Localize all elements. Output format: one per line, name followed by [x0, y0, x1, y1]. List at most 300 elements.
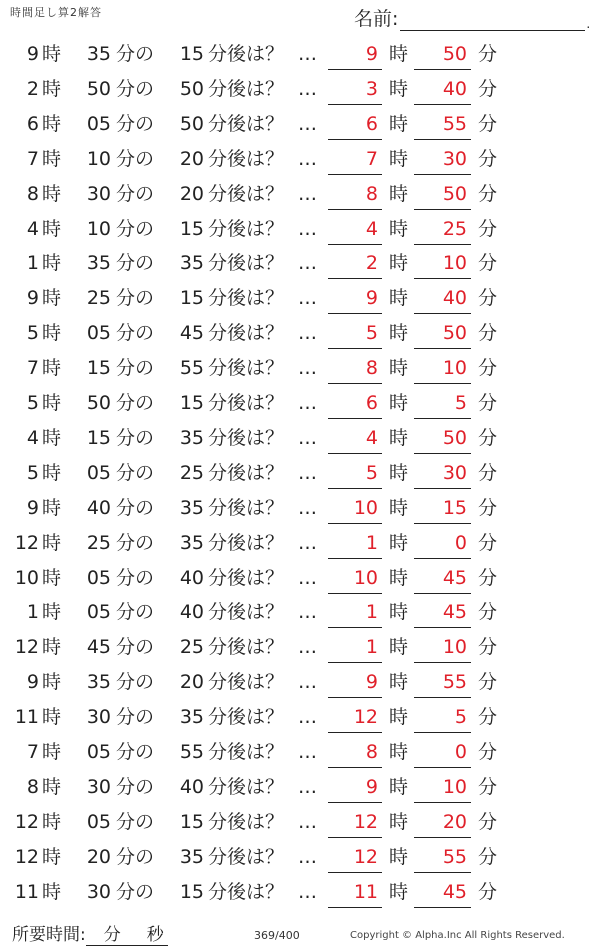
minute-unit: 分: [103, 925, 121, 945]
start-hour: 1: [26, 252, 39, 275]
start-minute: 20: [86, 845, 111, 868]
hour-label: 時: [389, 636, 409, 659]
start-minute: 05: [86, 601, 111, 624]
minutes-later-question: 分後は？: [208, 601, 285, 624]
ellipsis: …: [298, 112, 317, 135]
hour-label: 時: [389, 845, 409, 868]
answer-minute: 10: [414, 351, 471, 384]
start-hour: 12: [14, 810, 39, 833]
problem-row: [0, 72, 600, 107]
ellipsis: …: [298, 392, 317, 414]
minutes-later-question: 分後は？: [208, 706, 285, 729]
added-minutes: 35: [179, 252, 204, 275]
answer-hour: 9: [328, 665, 382, 698]
answer-minute: 45: [414, 875, 471, 908]
answer-hour: 7: [328, 142, 382, 175]
minute-label: 分: [478, 461, 498, 484]
answer-hour: 3: [328, 72, 382, 105]
hour-label: 時: [42, 531, 62, 554]
start-minute: 15: [86, 426, 111, 449]
answer-hour: 12: [328, 840, 382, 873]
hour-label: 時: [389, 775, 409, 798]
answer-minute: 50: [414, 316, 471, 349]
start-minute: 10: [86, 217, 111, 240]
start-minute: 05: [86, 810, 111, 833]
minute-of-label: 分の: [116, 775, 155, 798]
added-minutes: 35: [179, 496, 204, 519]
start-minute: 30: [86, 775, 111, 798]
ellipsis: …: [298, 77, 317, 100]
ellipsis: …: [298, 636, 317, 659]
ellipsis: …: [298, 426, 317, 449]
answer-minute: 15: [414, 491, 471, 524]
added-minutes: 35: [179, 845, 204, 868]
answer-minute: 10: [414, 770, 471, 803]
start-minute: 30: [86, 880, 111, 903]
start-hour: 7: [26, 741, 39, 763]
ellipsis: …: [298, 775, 317, 798]
start-minute: 10: [86, 147, 111, 170]
answer-minute: 50: [414, 421, 471, 454]
start-hour: 1: [26, 601, 39, 624]
minutes-later-question: 分後は？: [208, 287, 285, 310]
answer-minute: 10: [414, 246, 471, 279]
minute-of-label: 分の: [116, 810, 155, 833]
ellipsis: …: [298, 531, 317, 554]
problem-row: [0, 316, 600, 351]
answer-hour: 5: [328, 316, 382, 349]
problem-row: [0, 246, 600, 281]
minute-of-label: 分の: [116, 217, 155, 240]
answer-minute: 30: [414, 456, 471, 489]
answer-minute: 40: [414, 281, 471, 314]
problem-row: [0, 770, 600, 805]
answer-hour: 9: [328, 770, 382, 803]
hour-label: 時: [42, 601, 62, 624]
ellipsis: …: [298, 601, 317, 624]
hour-label: 時: [42, 392, 62, 414]
start-hour: 7: [26, 147, 39, 170]
hour-label: 時: [42, 287, 62, 310]
name-field: [354, 4, 590, 31]
elapsed-time-label: 所要時間:: [12, 925, 86, 945]
answer-minute: 5: [414, 386, 471, 419]
problem-row: [0, 875, 600, 910]
minute-label: 分: [478, 741, 498, 763]
hour-label: 時: [42, 426, 62, 449]
minutes-later-question: 分後は？: [208, 775, 285, 798]
answer-hour: 10: [328, 561, 382, 594]
hour-label: 時: [389, 461, 409, 484]
hour-label: 時: [389, 601, 409, 624]
added-minutes: 20: [179, 671, 204, 694]
answer-hour: 4: [328, 212, 382, 245]
hour-label: 時: [42, 671, 62, 694]
ellipsis: …: [298, 252, 317, 275]
ellipsis: …: [298, 566, 317, 589]
added-minutes: 35: [179, 426, 204, 449]
minute-of-label: 分の: [116, 322, 155, 345]
added-minutes: 20: [179, 182, 204, 205]
minutes-later-question: 分後は？: [208, 77, 285, 100]
minute-of-label: 分の: [116, 496, 155, 519]
hour-label: 時: [42, 496, 62, 519]
minutes-later-question: 分後は？: [208, 810, 285, 833]
minutes-later-question: 分後は？: [208, 147, 285, 170]
hour-label: 時: [389, 112, 409, 135]
minute-label: 分: [478, 496, 498, 519]
start-minute: 30: [86, 182, 111, 205]
minute-label: 分: [478, 77, 498, 100]
hour-label: 時: [389, 357, 409, 380]
start-hour: 9: [26, 43, 39, 65]
added-minutes: 15: [179, 810, 204, 833]
name-end-dot: .: [586, 17, 591, 31]
start-minute: 05: [86, 741, 111, 763]
minute-label: 分: [478, 531, 498, 554]
minute-of-label: 分の: [116, 147, 155, 170]
minute-label: 分: [478, 357, 498, 380]
ellipsis: …: [298, 845, 317, 868]
hour-label: 時: [42, 775, 62, 798]
hour-label: 時: [42, 706, 62, 729]
minutes-later-question: 分後は？: [208, 392, 285, 414]
start-hour: 5: [26, 461, 39, 484]
added-minutes: 25: [179, 636, 204, 659]
minute-of-label: 分の: [116, 112, 155, 135]
start-hour: 12: [14, 636, 39, 659]
minute-label: 分: [478, 601, 498, 624]
hour-label: 時: [389, 496, 409, 519]
problem-row: [0, 37, 600, 72]
answer-hour: 8: [328, 351, 382, 384]
ellipsis: …: [298, 217, 317, 240]
hour-label: 時: [389, 43, 409, 65]
hour-label: 時: [42, 217, 62, 240]
minute-of-label: 分の: [116, 636, 155, 659]
hour-label: 時: [389, 252, 409, 275]
problem-row: [0, 840, 600, 875]
ellipsis: …: [298, 43, 317, 65]
start-hour: 9: [26, 287, 39, 310]
minutes-later-question: 分後は？: [208, 461, 285, 484]
start-minute: 35: [86, 43, 111, 65]
ellipsis: …: [298, 741, 317, 763]
hour-label: 時: [389, 880, 409, 903]
added-minutes: 50: [179, 77, 204, 100]
answer-hour: 8: [328, 735, 382, 768]
start-hour: 12: [14, 531, 39, 554]
hour-label: 時: [42, 77, 62, 100]
start-hour: 2: [26, 77, 39, 100]
minutes-later-question: 分後は？: [208, 741, 285, 763]
name-blank-line: [400, 10, 585, 31]
added-minutes: 35: [179, 531, 204, 554]
added-minutes: 45: [179, 322, 204, 345]
answer-minute: 0: [414, 735, 471, 768]
answer-minute: 55: [414, 665, 471, 698]
minute-of-label: 分の: [116, 601, 155, 624]
problem-row: [0, 107, 600, 142]
minute-of-label: 分の: [116, 706, 155, 729]
start-minute: 35: [86, 671, 111, 694]
answer-hour: 1: [328, 595, 382, 628]
minute-of-label: 分の: [116, 392, 155, 414]
hour-label: 時: [42, 566, 62, 589]
problem-row: [0, 281, 600, 316]
elapsed-time: [12, 920, 168, 946]
minutes-later-question: 分後は？: [208, 252, 285, 275]
problem-row: [0, 177, 600, 212]
added-minutes: 15: [179, 43, 204, 65]
start-hour: 4: [26, 426, 39, 449]
hour-label: 時: [42, 252, 62, 275]
hour-label: 時: [389, 741, 409, 763]
start-hour: 8: [26, 182, 39, 205]
minute-label: 分: [478, 636, 498, 659]
problem-row: [0, 456, 600, 491]
problem-row: [0, 805, 600, 840]
start-minute: 45: [86, 636, 111, 659]
hour-label: 時: [42, 322, 62, 345]
start-hour: 8: [26, 775, 39, 798]
added-minutes: 40: [179, 775, 204, 798]
added-minutes: 20: [179, 147, 204, 170]
name-label: 名前:: [354, 8, 399, 30]
answer-hour: 9: [328, 281, 382, 314]
answer-hour: 4: [328, 421, 382, 454]
start-hour: 5: [26, 322, 39, 345]
start-minute: 05: [86, 461, 111, 484]
hour-label: 時: [389, 322, 409, 345]
start-hour: 10: [14, 566, 39, 589]
problem-row: [0, 630, 600, 665]
problem-row: [0, 212, 600, 247]
start-hour: 4: [26, 217, 39, 240]
minute-label: 分: [478, 252, 498, 275]
second-unit: 秒: [146, 925, 164, 945]
added-minutes: 35: [179, 706, 204, 729]
minute-label: 分: [478, 775, 498, 798]
start-minute: 30: [86, 706, 111, 729]
hour-label: 時: [389, 392, 409, 414]
ellipsis: …: [298, 182, 317, 205]
hour-label: 時: [42, 357, 62, 380]
minute-of-label: 分の: [116, 531, 155, 554]
minutes-later-question: 分後は？: [208, 671, 285, 694]
answer-hour: 2: [328, 246, 382, 279]
hour-label: 時: [42, 182, 62, 205]
added-minutes: 55: [179, 741, 204, 763]
minute-label: 分: [478, 112, 498, 135]
problem-row: [0, 595, 600, 630]
minutes-later-question: 分後は？: [208, 880, 285, 903]
answer-hour: 6: [328, 107, 382, 140]
page-count: 369/400: [254, 929, 300, 942]
problem-row: [0, 142, 600, 177]
ellipsis: …: [298, 287, 317, 310]
minute-label: 分: [478, 217, 498, 240]
start-minute: 05: [86, 566, 111, 589]
ellipsis: …: [298, 496, 317, 519]
start-minute: 40: [86, 496, 111, 519]
minute-label: 分: [478, 880, 498, 903]
minute-label: 分: [478, 845, 498, 868]
minutes-later-question: 分後は？: [208, 182, 285, 205]
problem-row: [0, 735, 600, 770]
start-hour: 6: [26, 112, 39, 135]
minute-label: 分: [478, 322, 498, 345]
answer-minute: 55: [414, 107, 471, 140]
start-hour: 7: [26, 357, 39, 380]
hour-label: 時: [389, 671, 409, 694]
answer-hour: 6: [328, 386, 382, 419]
answer-minute: 0: [414, 526, 471, 559]
minutes-later-question: 分後は？: [208, 496, 285, 519]
minute-label: 分: [478, 43, 498, 65]
start-minute: 50: [86, 77, 111, 100]
start-hour: 9: [26, 671, 39, 694]
added-minutes: 15: [179, 287, 204, 310]
problem-row: [0, 386, 600, 421]
answer-hour: 10: [328, 491, 382, 524]
copyright-notice: Copyright © Alpha.Inc All Rights Reserved.: [350, 930, 565, 941]
problem-row: [0, 351, 600, 386]
start-hour: 11: [14, 706, 39, 729]
hour-label: 時: [389, 77, 409, 100]
minutes-later-question: 分後は？: [208, 217, 285, 240]
ellipsis: …: [298, 810, 317, 833]
added-minutes: 55: [179, 357, 204, 380]
minute-label: 分: [478, 182, 498, 205]
minutes-later-question: 分後は？: [208, 531, 285, 554]
answer-minute: 45: [414, 595, 471, 628]
hour-label: 時: [389, 426, 409, 449]
minute-label: 分: [478, 566, 498, 589]
answer-minute: 10: [414, 630, 471, 663]
answer-minute: 25: [414, 212, 471, 245]
ellipsis: …: [298, 706, 317, 729]
start-hour: 9: [26, 496, 39, 519]
added-minutes: 15: [179, 880, 204, 903]
answer-hour: 11: [328, 875, 382, 908]
answer-minute: 55: [414, 840, 471, 873]
added-minutes: 25: [179, 461, 204, 484]
answer-hour: 1: [328, 526, 382, 559]
minutes-later-question: 分後は？: [208, 426, 285, 449]
minute-of-label: 分の: [116, 880, 155, 903]
answer-minute: 20: [414, 805, 471, 838]
answer-minute: 30: [414, 142, 471, 175]
worksheet-title: 時間足し算2解答: [10, 6, 102, 19]
problem-row: [0, 700, 600, 735]
minute-of-label: 分の: [116, 43, 155, 65]
ellipsis: …: [298, 147, 317, 170]
ellipsis: …: [298, 357, 317, 380]
minutes-later-question: 分後は？: [208, 357, 285, 380]
problem-row: [0, 665, 600, 700]
answer-hour: 1: [328, 630, 382, 663]
start-minute: 50: [86, 392, 111, 414]
start-hour: 12: [14, 845, 39, 868]
minute-label: 分: [478, 706, 498, 729]
hour-label: 時: [389, 706, 409, 729]
hour-label: 時: [389, 810, 409, 833]
hour-label: 時: [42, 461, 62, 484]
start-minute: 05: [86, 112, 111, 135]
hour-label: 時: [389, 287, 409, 310]
minute-label: 分: [478, 147, 498, 170]
answer-hour: 8: [328, 177, 382, 210]
added-minutes: 50: [179, 112, 204, 135]
minute-of-label: 分の: [116, 741, 155, 763]
ellipsis: …: [298, 461, 317, 484]
start-minute: 25: [86, 531, 111, 554]
minute-of-label: 分の: [116, 845, 155, 868]
hour-label: 時: [389, 217, 409, 240]
answer-minute: 50: [414, 177, 471, 210]
answer-hour: 5: [328, 456, 382, 489]
minute-of-label: 分の: [116, 426, 155, 449]
answer-hour: 12: [328, 700, 382, 733]
minutes-later-question: 分後は？: [208, 322, 285, 345]
minute-of-label: 分の: [116, 287, 155, 310]
hour-label: 時: [389, 182, 409, 205]
added-minutes: 40: [179, 601, 204, 624]
minute-label: 分: [478, 671, 498, 694]
start-hour: 11: [14, 880, 39, 903]
minutes-later-question: 分後は？: [208, 636, 285, 659]
hour-label: 時: [389, 531, 409, 554]
minute-of-label: 分の: [116, 77, 155, 100]
minute-of-label: 分の: [116, 671, 155, 694]
problem-row: [0, 491, 600, 526]
added-minutes: 15: [179, 217, 204, 240]
hour-label: 時: [42, 845, 62, 868]
ellipsis: …: [298, 671, 317, 694]
ellipsis: …: [298, 322, 317, 345]
problem-row: [0, 421, 600, 456]
hour-label: 時: [42, 147, 62, 170]
minutes-later-question: 分後は？: [208, 845, 285, 868]
minute-of-label: 分の: [116, 357, 155, 380]
answer-minute: 40: [414, 72, 471, 105]
minutes-later-question: 分後は？: [208, 43, 285, 65]
minute-of-label: 分の: [116, 252, 155, 275]
minute-of-label: 分の: [116, 461, 155, 484]
start-minute: 05: [86, 322, 111, 345]
minutes-later-question: 分後は？: [208, 112, 285, 135]
minute-of-label: 分の: [116, 566, 155, 589]
start-hour: 5: [26, 392, 39, 414]
hour-label: 時: [42, 112, 62, 135]
hour-label: 時: [389, 147, 409, 170]
answer-hour: 12: [328, 805, 382, 838]
minute-label: 分: [478, 287, 498, 310]
hour-label: 時: [42, 636, 62, 659]
answer-hour: 9: [328, 37, 382, 70]
ellipsis: …: [298, 880, 317, 903]
hour-label: 時: [42, 880, 62, 903]
minutes-later-question: 分後は？: [208, 566, 285, 589]
problem-row: [0, 561, 600, 596]
added-minutes: 15: [179, 392, 204, 414]
answer-minute: 5: [414, 700, 471, 733]
start-minute: 35: [86, 252, 111, 275]
hour-label: 時: [42, 741, 62, 763]
start-minute: 25: [86, 287, 111, 310]
elapsed-time-blank: [86, 920, 168, 946]
